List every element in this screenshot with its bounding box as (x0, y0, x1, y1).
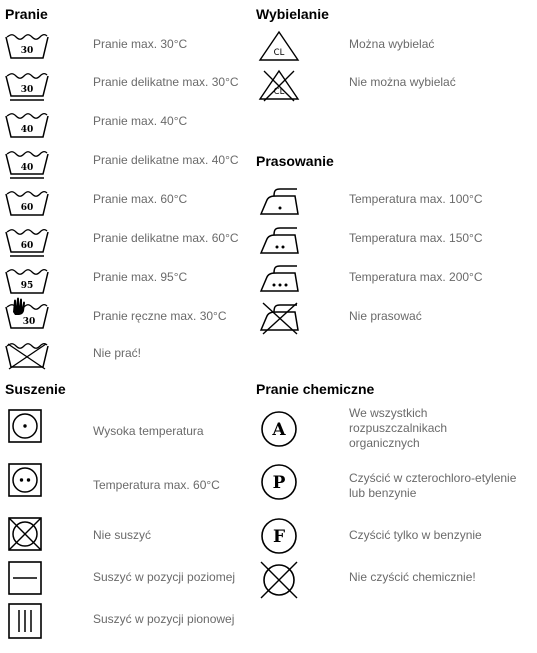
dry-label: Temperatura max. 60°C (93, 478, 220, 492)
dry-clean-letter: P (272, 473, 286, 493)
dry-clean-label: Nie czyścić chemicznie! (349, 570, 476, 584)
wash-label: Pranie ręczne max. 30°C (93, 309, 227, 323)
wash-60-icon (5, 190, 49, 218)
drip-dry-icon (8, 603, 42, 639)
bleach-allowed-icon (258, 30, 300, 62)
wash-temp-label: 60 (20, 241, 34, 251)
dry-flat-icon (8, 561, 42, 595)
wash-temp-label: 30 (22, 317, 36, 327)
dry-clean-letter: F (272, 527, 286, 547)
dry-label: Suszyć w pozycji pionowej (93, 612, 235, 626)
do-not-wash-icon (5, 342, 49, 370)
dry-label: Wysoka temperatura (93, 424, 204, 438)
wash-label: Pranie delikatne max. 40°C (93, 153, 239, 167)
hand-wash-30-icon (5, 297, 49, 331)
wash-30-icon (5, 33, 49, 61)
wash-delicate-30-icon (5, 72, 49, 102)
wash-temp-label: 40 (20, 125, 34, 135)
iron-label: Temperatura max. 200°C (349, 270, 483, 284)
iron-label: Temperatura max. 100°C (349, 192, 483, 206)
tumble-dry-high-icon (8, 409, 42, 443)
tumble-dry-medium-icon (8, 463, 42, 497)
do-not-iron-icon (258, 300, 302, 336)
dry-clean-f-icon (260, 517, 298, 555)
wash-label: Pranie max. 30°C (93, 37, 188, 51)
dry-clean-p-icon (260, 463, 298, 501)
wash-label: Pranie delikatne max. 60°C (93, 231, 239, 245)
wash-temp-label: 40 (20, 163, 34, 173)
washing-heading: Pranie (5, 6, 48, 22)
bleaching-heading: Wybielanie (256, 6, 329, 22)
wash-label: Pranie max. 95°C (93, 270, 188, 284)
wash-temp-label: 95 (20, 281, 34, 291)
iron-label: Nie prasować (349, 309, 422, 323)
wash-40-icon (5, 112, 49, 140)
dry-clean-label: Czyścić w czterochloro-etylenie lub benzynie (349, 471, 517, 500)
do-not-dry-clean-icon (258, 559, 300, 601)
bleach-mark: CL (273, 87, 285, 97)
wash-label: Pranie delikatne max. 30°C (93, 75, 239, 89)
dry-clean-label: We wszystkich rozpuszczalnikach organicznych (349, 406, 448, 450)
ironing-heading: Prasowanie (256, 153, 334, 169)
do-not-tumble-dry-icon (8, 517, 42, 551)
iron-low-icon (258, 186, 302, 218)
wash-label: Nie prać! (93, 346, 142, 360)
wash-temp-label: 30 (20, 85, 34, 95)
wash-label: Pranie max. 40°C (93, 114, 188, 128)
dry-clean-letter: A (272, 420, 286, 440)
dry-label: Nie suszyć (93, 528, 152, 542)
do-not-bleach-icon (258, 68, 300, 102)
dry-label: Suszyć w pozycji poziomej (93, 570, 236, 584)
iron-medium-icon (258, 225, 302, 257)
wash-delicate-60-icon (5, 228, 49, 258)
bleach-mark: CL (273, 48, 285, 58)
dry-cleaning-heading: Pranie chemiczne (256, 381, 375, 397)
bleach-label: Nie można wybielać (349, 75, 456, 89)
wash-label: Pranie max. 60°C (93, 192, 188, 206)
drying-heading: Suszenie (5, 381, 66, 397)
bleach-label: Można wybielać (349, 37, 435, 51)
iron-label: Temperatura max. 150°C (349, 231, 483, 245)
dry-clean-label: Czyścić tylko w benzynie (349, 528, 482, 542)
wash-temp-label: 30 (20, 46, 34, 56)
wash-temp-label: 60 (20, 203, 34, 213)
dry-clean-a-icon (260, 410, 298, 448)
wash-delicate-40-icon (5, 150, 49, 180)
wash-95-icon (5, 268, 49, 296)
iron-high-icon (258, 263, 302, 295)
